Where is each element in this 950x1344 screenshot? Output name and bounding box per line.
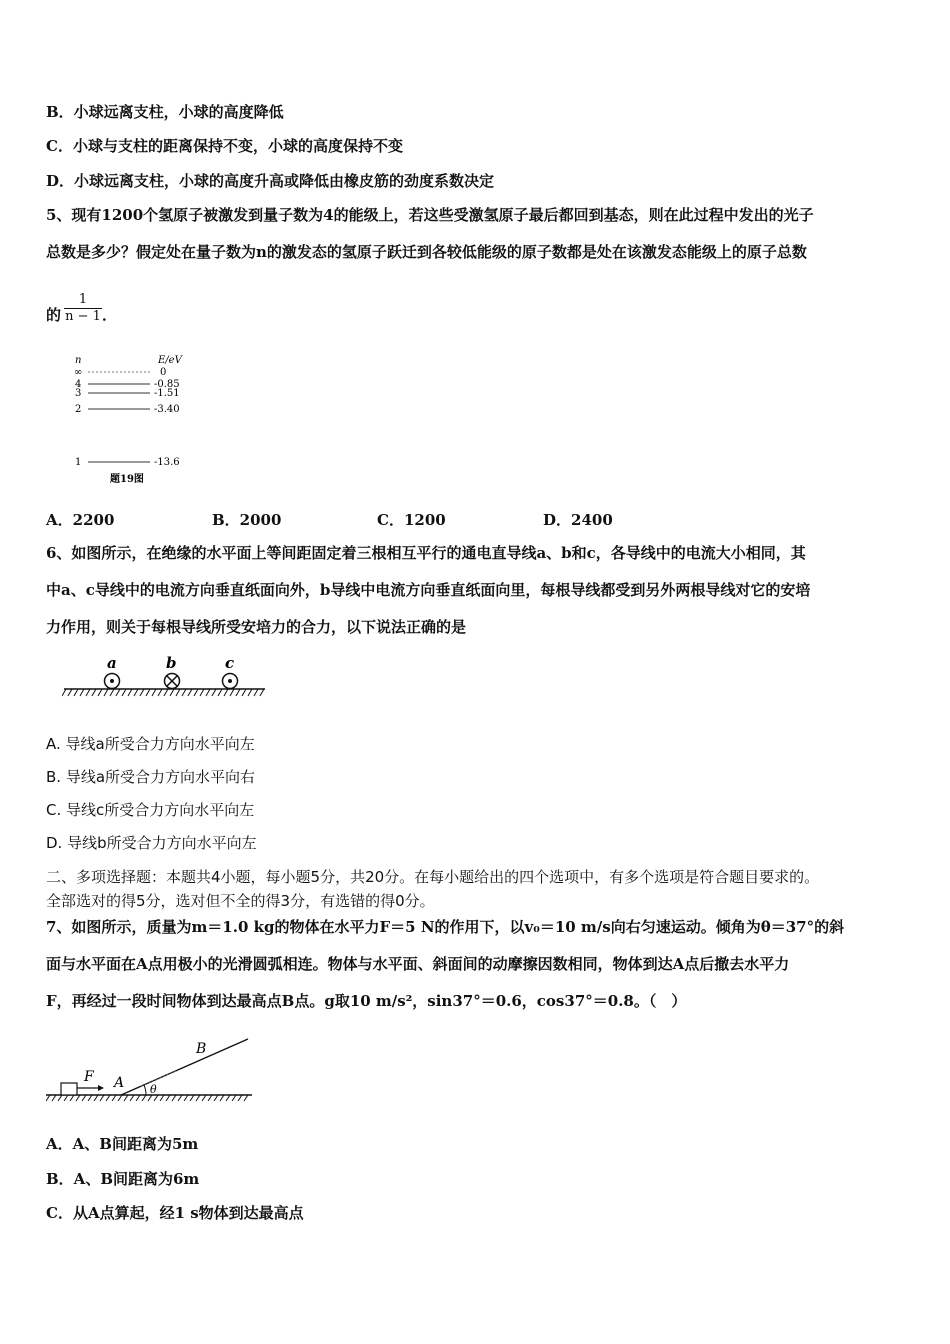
q5-stem-line-3-suffix: ． (102, 306, 118, 324)
section2-line-1: 二、多项选择题：本题共4小题，每小题5分，共20分。在每小题给出的四个选项中，有多个选项是符合题目要求的。 (46, 868, 820, 886)
q5-level-inf-n: ∞ (74, 367, 83, 378)
q6-wire-a-out-icon (105, 674, 120, 689)
q5-energy-level-diagram (60, 348, 200, 490)
q4-option-c: C．小球与支柱的距离保持不变，小球的高度保持不变 (46, 137, 403, 155)
q7-option-c: C．从A点算起，经1 s物体到达最高点 (46, 1204, 304, 1222)
q5-option-c: C．1200 (377, 511, 446, 529)
q5-level-4-e: -0.85 (154, 379, 180, 390)
q7-label-b: B (196, 1041, 207, 1057)
q6-stem-line-2: 中a、c导线中的电流方向垂直纸面向外，b导线中电流方向垂直纸面向里，每根导线都受到另外两根导线对它的安培 (46, 581, 811, 599)
q5-level-2-e: -3.40 (154, 404, 180, 415)
q5-level-3-n: 3 (75, 388, 82, 399)
q7-ground-hatch (46, 1095, 248, 1101)
q5-stem-line-1: 5、现有1200个氢原子被激发到量子数为4的能级上，若这些受激氢原子最后都回到基态，则在此过程中发出的光子 (46, 206, 814, 224)
q7-stem-line-2: 面与水平面在A点用极小的光滑圆弧相连。物体与水平面、斜面间的动摩擦因数相同，物体到达A点后撤去水平力 (46, 955, 790, 973)
q5-fraction (64, 292, 102, 325)
q6-ground-hatch (62, 689, 264, 696)
q5-figure-caption: 题19图 (110, 474, 144, 485)
q6-wires-diagram (62, 652, 267, 702)
q6-option-b: B. 导线a所受合力方向水平向右 (46, 768, 256, 786)
q7-block (61, 1083, 77, 1095)
q5-level-inf-e: 0 (160, 367, 167, 378)
q7-option-a: A．A、B间距离为5m (46, 1135, 199, 1153)
q6-option-d: D. 导线b所受合力方向水平向左 (46, 834, 257, 852)
q6-label-c: c (225, 654, 235, 672)
q7-angle-arc (144, 1085, 146, 1095)
q5-option-b: B．2000 (212, 511, 282, 529)
section2-line-2: 全部选对的得5分，选对但不全的得3分，有选错的得0分。 (46, 892, 435, 910)
q7-label-theta: θ (150, 1083, 157, 1096)
q6-label-b: b (166, 654, 177, 672)
q6-option-a: A. 导线a所受合力方向水平向左 (46, 735, 255, 753)
q5-option-d: D．2400 (543, 511, 613, 529)
q4-option-d: D．小球远离支柱，小球的高度升高或降低由橡皮筋的劲度系数决定 (46, 172, 495, 190)
q6-option-c: C. 导线c所受合力方向水平向左 (46, 801, 255, 819)
q5-stem-line-3-prefix: 的 (46, 306, 62, 324)
q7-label-f: F (84, 1069, 94, 1085)
q7-label-a: A (114, 1075, 125, 1091)
q5-e-label: E/eV (158, 355, 182, 366)
q7-incline-diagram (46, 1035, 256, 1103)
q7-option-b: B．A、B间距离为6m (46, 1170, 200, 1188)
q6-stem-line-3: 力作用，则关于每根导线所受安培力的合力，以下说法正确的是 (46, 618, 467, 636)
q5-fraction-denominator: n − 1 (65, 309, 101, 324)
q7-stem-line-3: F，再经过一段时间物体到达最高点B点。g取10 m/s²，sin37°＝0.6，cos37°＝0.8。（ ） (46, 992, 687, 1010)
q5-level-1-n: 1 (75, 457, 82, 468)
q6-wire-c-out-icon (223, 674, 238, 689)
q5-level-2-n: 2 (75, 404, 82, 415)
q5-level-1-e: -13.6 (154, 457, 180, 468)
q5-level-4-n: 4 (75, 379, 82, 390)
q7-force-arrowhead (98, 1085, 104, 1091)
q6-stem-line-1: 6、如图所示，在绝缘的水平面上等间距固定着三根相互平行的通电直导线a、b和c，各导线中的电流大小相同，其 (46, 544, 806, 562)
q5-option-a: A．2200 (46, 511, 115, 529)
q5-level-3-e: -1.51 (154, 388, 180, 399)
q7-stem-line-1: 7、如图所示，质量为m＝1.0 kg的物体在水平力F＝5 N的作用下，以v₀＝10 m/s向右匀速运动。倾角为θ＝37°的斜 (46, 918, 845, 936)
q7-incline-line (121, 1039, 248, 1095)
q4-option-b: B．小球远离支柱，小球的高度降低 (46, 103, 284, 121)
q6-label-a: a (107, 654, 117, 672)
q6-wire-b-in-icon (165, 674, 180, 689)
q5-fraction-numerator: 1 (64, 292, 102, 309)
q5-stem-line-2: 总数是多少？假定处在量子数为n的激发态的氢原子跃迁到各较低能级的原子数都是处在该激发态能级上的原子总数 (46, 243, 807, 261)
q5-n-label: n (75, 355, 82, 366)
